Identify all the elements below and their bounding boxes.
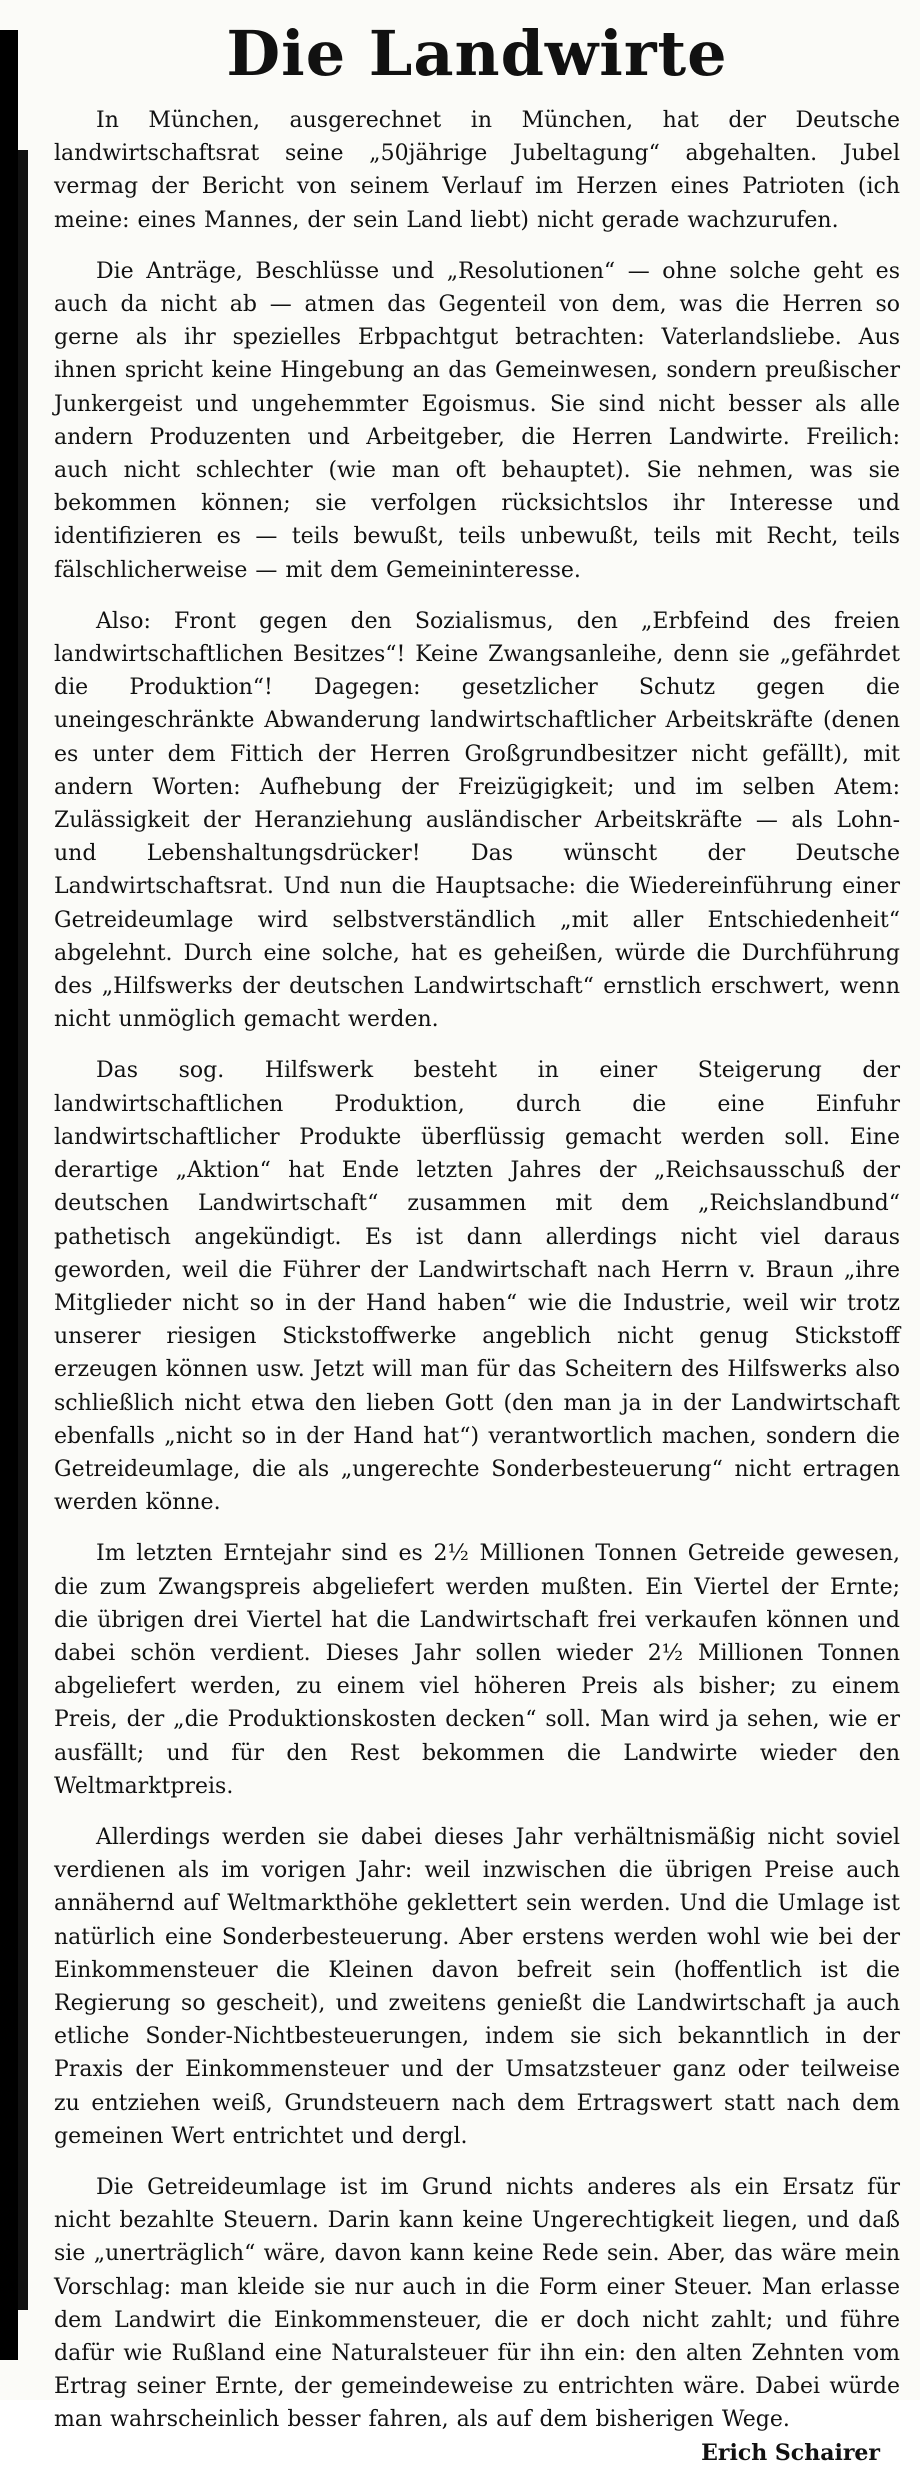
paragraph-5: Im letzten Erntejahr sind es 2½ Millionen Tonnen Getreide gewesen, die zum Zwangspreis abgeliefert werden mußten. Ein Viertel der Ernte; die übrigen drei Viertel hat die Landwirtschaft frei verkaufen können und dabei schön verdient. Dieses Jahr sollen wieder 2½ Millionen Tonnen abgeliefert werden, zu einem viel höheren Preis als bisher; zu einem Preis, der „die Produktionskosten decken“ soll. Man wird ja sehen, wie er ausfällt; und für den Rest bekommen die Landwirte wieder den Weltmarktpreis. xyxy=(54,1541,900,1799)
author-signature: Erich Schairer xyxy=(701,2439,880,2466)
paragraph-6: Allerdings werden sie dabei dieses Jahr verhältnismäßig nicht soviel verdienen als im vorigen Jahr: weil inzwischen die übrigen Preise auch annähernd auf Weltmarkthöhe geklettert sein werden. Und die Umlage ist natürlich eine Sonderbesteuerung. Aber erstens werden wohl wie bei der Einkommensteuer die Kleinen davon befreit sein (hoffentlich ist die Regierung so gescheit), und zweitens genießt die Landwirtschaft ja auch etliche Sonder-Nichtbesteuerungen, indem sie sich bekanntlich in der Praxis der Einkommensteuer und der Umsatzsteuer ganz oder teilweise zu entziehen weiß, Grundsteuern nach dem Ertragswert statt nach dem gemeinen Wert entrichtet und dergl. xyxy=(54,1824,900,2149)
paragraph-3: Also: Front gegen den Sozialismus, den „Erbfeind des freien landwirtschaftlichen Besitzes“! Keine Zwangsanleihe, denn sie „gefährdet die Produktion“! Dagegen: gesetzlicher Schutz gegen die uneingeschränkte Abwanderung landwirtschaftlicher Arbeitskräfte (denen es unter dem Fittich der Herren Großgrundbesitzer nicht gefällt), mit andern Worten: Aufhebung der Freizügigkeit; und im selben Atem: Zulässigkeit der Heranziehung ausländischer Arbeitskräfte — als Lohn- und Lebenshaltungsdrücker! Das wünscht der Deutsche Landwirtschaftsrat. Und nun die Hauptsache: die Wiedereinführung einer Getreideumlage wird selbstverständlich „mit aller Entschiedenheit“ abgelehnt. Durch eine solche, hat es geheißen, würde die Durchführung des „Hilfswerks der deutschen Landwirtschaft“ ernstlich erschwert, wenn nicht unmöglich gemacht werden. xyxy=(54,608,900,1033)
paragraph-4: Das sog. Hilfswerk besteht in einer Steigerung der landwirtschaftlichen Produktion, durch die eine Einfuhr landwirtschaftlicher Produkte überflüssig gemacht werden soll. Eine derartige „Aktion“ hat Ende letzten Jahres der „Reichsausschuß der deutschen Landwirtschaft“ zusammen mit dem „Reichslandbund“ pathetisch angekündigt. Es ist dann allerdings nicht viel daraus geworden, weil die Führer der Landwirtschaft nach Herrn v. Braun „ihre Mitglieder nicht so in der Hand haben“ wie die Industrie, weil wir trotz unserer riesigen Stickstoffwerke angeblich nicht genug Stickstoff erzeugen können usw. Jetzt will man für das Scheitern des Hilfswerks also schließlich nicht etwa den lieben Gott (den man ja in der Landwirtschaft ebenfalls „nicht so in der Hand hat“) verantwortlich machen, sondern die Getreideumlage, die als „ungerechte Sonderbesteuerung“ nicht ertragen werden könne. xyxy=(54,1058,900,1516)
paragraph-1: In München, ausgerechnet in München, hat der Deutsche landwirtschaftsrat seine „50jährige Jubeltagung“ abgehalten. Jubel vermag der Bericht von seinem Verlauf im Herzen eines Patrioten (ich meine: eines Mannes, der sein Land liebt) nicht gerade wachzurufen. xyxy=(54,108,900,233)
scan-edge-shadow xyxy=(0,30,18,2360)
scan-edge-shadow-inner xyxy=(18,150,28,2310)
article xyxy=(54,0,900,2466)
paragraph-7: Die Getreideumlage ist im Grund nichts anderes als ein Ersatz für nicht bezahlte Steuern. Darin kann keine Ungerechtigkeit liegen, und daß sie „unerträglich“ wäre, davon kann keine Rede sein. Aber, das wäre mein Vorschlag: man kleide sie nur auch in die Form einer Steuer. Man erlasse dem Landwirt die Einkommensteuer, die er doch nicht zahlt; und führe dafür wie Rußland eine Naturalsteuer für ihn ein: den alten Zehnten vom Ertrag seiner Ernte, der gemeindeweise zu entrichten wäre. Dabei würde man wahrscheinlich besser fahren, als auf dem bisherigen Wege. xyxy=(54,2174,900,2433)
paragraph-2: Die Anträge, Beschlüsse und „Resolutionen“ — ohne solche geht es auch da nicht ab — atmen das Gegenteil von dem, was die Herren so gerne als ihr spezielles Erbpachtgut betrachten: Vaterlandsliebe. Aus ihnen spricht keine Hingebung an das Gemeinwesen, sondern preußischer Junkergeist und ungehemmter Egoismus. Sie sind nicht besser als alle andern Produzenten und Arbeitgeber, die Herren Landwirte. Freilich: auch nicht schlechter (wie man oft behauptet). Sie nehmen, was sie bekommen können; sie verfolgen rücksichtslos ihr Interesse und identifizieren es — teils bewußt, teils unbewußt, teils mit Recht, teils fälschlicherweise — mit dem Gemeininteresse. xyxy=(54,258,900,583)
article-title: Die Landwirte xyxy=(226,17,728,90)
